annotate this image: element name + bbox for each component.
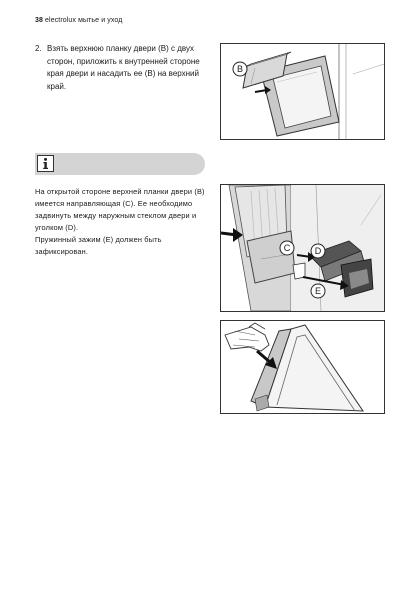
brand-name: electrolux <box>45 17 77 24</box>
label-e: E <box>314 286 321 296</box>
step-number: 2. <box>35 44 42 53</box>
figure-guide-clip <box>220 184 385 312</box>
info-bar <box>35 153 205 175</box>
section-title: мытье и уход <box>78 17 123 24</box>
figure-press-trim <box>220 320 385 414</box>
label-c: C <box>283 243 291 253</box>
info-paragraph: На открытой стороне верхней планки двери (B) имеется направляющая (C). Ее необходимо задвинуть между наружным стеклом двери и уголком (D). <box>35 187 205 232</box>
info-icon <box>37 155 54 172</box>
page-header <box>35 17 122 24</box>
page-number: 38 <box>35 17 43 24</box>
label-d: D <box>314 246 322 256</box>
step-text: Взять верхнюю планку двери (B) с двух сторон, приложить к внутренней стороне края двери и насадить ее (B) на верхний край. <box>47 44 200 91</box>
figure-door-top-trim <box>220 43 385 140</box>
info-paragraph: Пружинный зажим (E) должен быть зафиксирован. <box>35 235 162 256</box>
info-text <box>35 186 207 258</box>
label-b: B <box>236 64 243 74</box>
